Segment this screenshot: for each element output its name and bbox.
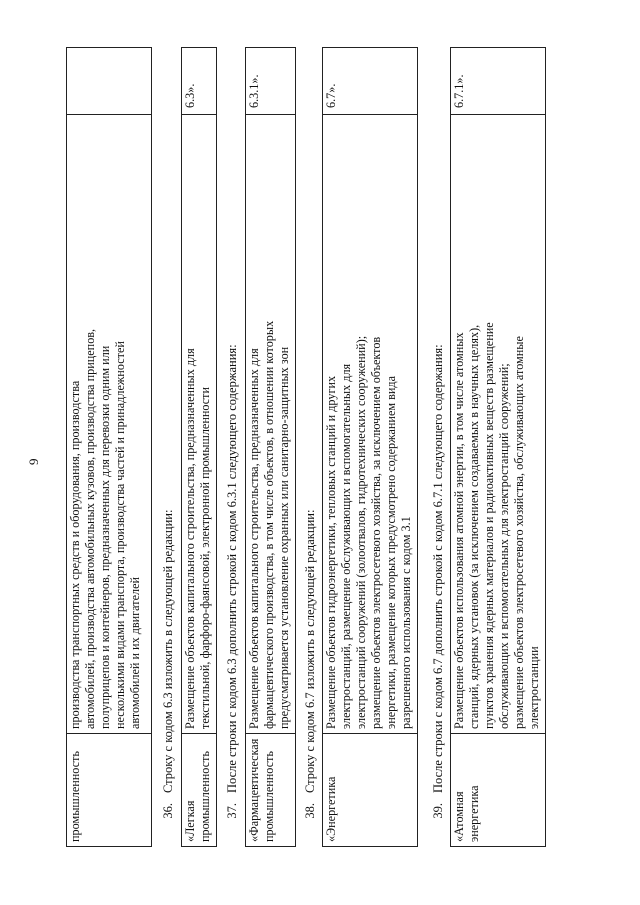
instruction-number: 36. bbox=[161, 803, 175, 819]
instruction-text: После строки с кодом 6.3 дополнить строкой с кодом 6.3.1 следующего содержания: bbox=[225, 344, 239, 793]
desc-line: предусматривается установление охранных или санитарно-защитных зон bbox=[277, 346, 291, 729]
desc-line: производства транспортных средств и оборудования, производства bbox=[68, 380, 82, 729]
desc-line: несколькими видами транспорта, производства частей и принадлежностей bbox=[113, 341, 127, 729]
table-row-6-3-1 bbox=[245, 47, 296, 847]
instruction-text: После строки с кодом 6.7 дополнить строкой с кодом 6.7.1 следующего содержания: bbox=[431, 344, 445, 793]
desc-line: станций, ядерных установок (за исключением создаваемых в научных целях), bbox=[467, 324, 481, 729]
name-line: «Фармацевтическая bbox=[247, 738, 261, 842]
row-code: 6.7.1». bbox=[451, 48, 546, 115]
row-name: «Энергетика bbox=[323, 734, 418, 847]
row-description bbox=[182, 115, 217, 734]
instruction-37 bbox=[225, 344, 240, 847]
row-description bbox=[451, 115, 546, 734]
desc-line: полуприцепов и контейнеров, предназначенных для перевозки одним или bbox=[98, 345, 112, 729]
desc-line: текстильной, фарфоро-фаянсовой, электронной промышленности bbox=[198, 386, 212, 729]
instruction-text: Строку с кодом 6.7 изложить в следующей редакции: bbox=[303, 509, 317, 793]
row-description bbox=[246, 115, 296, 734]
instruction-number: 38. bbox=[303, 803, 317, 819]
row-name: «Легкая промышленность bbox=[182, 734, 217, 847]
table-row-6-7-1 bbox=[450, 47, 546, 847]
table-row-6-3 bbox=[181, 47, 217, 847]
desc-line: разрешенного использования с кодом 3.1 bbox=[399, 516, 413, 729]
table-row-industry bbox=[66, 47, 152, 847]
desc-line: автомобилей и их двигателей bbox=[128, 576, 142, 729]
desc-line: пунктов хранения ядерных материалов и радиоактивных веществ размещение bbox=[482, 322, 496, 729]
desc-line: электростанции bbox=[527, 646, 541, 729]
instruction-36 bbox=[161, 510, 176, 847]
desc-line: Размещение объектов использования атомной энергии, в том числе атомных bbox=[452, 332, 466, 729]
row-name: промышленность bbox=[67, 734, 152, 847]
desc-line: автомобилей, производства автомобильных кузовов, производства прицепов, bbox=[83, 328, 97, 729]
row-code: 6.3». bbox=[182, 48, 217, 115]
row-name bbox=[246, 734, 296, 847]
row-description bbox=[323, 115, 418, 734]
row-name: «Атомная энергетика bbox=[451, 734, 546, 847]
row-code bbox=[67, 48, 152, 115]
instruction-39 bbox=[431, 344, 446, 847]
table-row-6-7 bbox=[322, 47, 418, 847]
desc-line: Размещение объектов гидроэнергетики, тепловых станций и других bbox=[324, 375, 338, 729]
row-code: 6.7». bbox=[323, 48, 418, 115]
desc-line: энергетики, размещение которых предусмотрено содержанием вида bbox=[384, 375, 398, 729]
instruction-text: Строку с кодом 6.3 изложить в следующей редакции: bbox=[161, 509, 175, 793]
row-code: 6.3.1». bbox=[246, 48, 296, 115]
desc-line: размещение объектов электросетевого хозяйства, обслуживающих атомные bbox=[512, 336, 526, 729]
row-description bbox=[67, 115, 152, 734]
desc-line: электростанций, размещение обслуживающих и вспомогательных для bbox=[339, 363, 353, 729]
desc-line: Размещение объектов капитального строительства, предназначенных для bbox=[183, 348, 197, 729]
instruction-38 bbox=[303, 510, 318, 847]
instruction-number: 37. bbox=[225, 803, 239, 819]
desc-line: обслуживающих и вспомогательных для электростанций сооружений; bbox=[497, 363, 511, 729]
name-line: промышленность bbox=[262, 751, 276, 842]
desc-line: электростанций сооружений (золоотвалов, гидротехнических сооружений); bbox=[354, 335, 368, 729]
desc-line: размещение объектов электросетевого хозяйства, за исключением объектов bbox=[369, 336, 383, 729]
desc-line: Размещение объектов капитального строительства, предназначенных для bbox=[247, 348, 261, 729]
desc-line: фармацевтического производства, в том числе объектов, в отношении которых bbox=[262, 320, 276, 729]
page-number: 9 bbox=[26, 458, 41, 465]
instruction-number: 39. bbox=[431, 803, 445, 819]
